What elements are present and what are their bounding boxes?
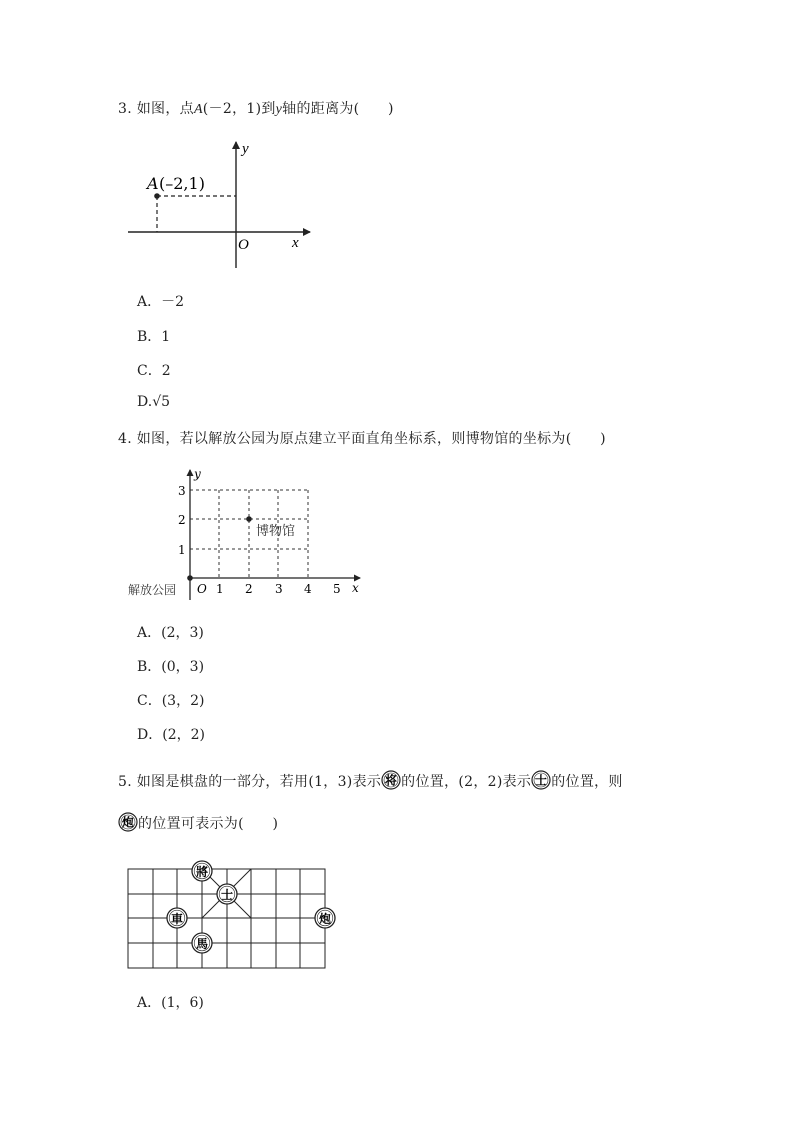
q3-point-a-coords: (–2,1) [159,174,205,193]
q4-option-c-value: (3，2) [161,693,205,709]
q4-x-tick: 1 [216,582,224,596]
q3-option-a-label: A． [137,294,162,310]
ju-board-piece-icon [167,908,187,928]
jiang-board-char: 將 [195,865,209,879]
q3-option-d-value: √5 [152,394,171,410]
q4-y-tick: 2 [178,513,186,527]
q3-option-b-value: 1 [161,329,171,345]
ju-board-char: 車 [170,912,184,926]
q3-option-d-label: D. [137,394,153,410]
pao-piece-char: 炮 [121,815,135,830]
q5-stem-part4: 的位置可表示为( ) [138,816,279,832]
pao-board-piece-icon [315,908,335,928]
q3-origin-label: O [238,237,249,253]
ma-board-piece-icon [192,933,212,953]
q5-number: 5. [118,774,132,790]
q3-coords: (－2，1) [202,101,262,117]
q3-stem-post: 轴的距离为( ) [282,101,394,117]
q3-stem-mid: 到 [261,101,276,117]
q3-y-label: y [242,141,249,157]
q5-stem-part3: 的位置，则 [551,774,623,790]
pao-board-char: 炮 [318,912,332,926]
q5-stem-part1: 如图是棋盘的一部分，若用(1，3)表示 [136,774,382,790]
q4-option-a-label: A． [137,625,162,641]
q4-option-b-value: (0，3) [161,659,205,675]
shi-board-piece-icon [217,884,237,904]
q3-number: 3. [118,101,132,117]
q4-x-tick: 4 [304,582,312,596]
q3-option-c-value: 2 [161,363,171,379]
q5-stem-part2: 的位置，(2，2)表示 [401,774,532,790]
q4-option-c-label: C． [137,693,162,709]
q4-stem-text: 如图，若以解放公园为原点建立平面直角坐标系，则博物馆的坐标为( ) [136,431,606,447]
q4-option-b-label: B． [137,659,162,675]
q4-option-a-value: (2，3) [161,625,204,641]
q3-axis-letter: y [275,102,283,117]
q3-option-b-label: B． [137,329,162,345]
q4-y-tick: 3 [178,484,186,498]
q3-option-a-value: －2 [161,294,185,310]
q5-option-a-label: A． [137,995,162,1011]
q4-x-tick: 5 [333,582,341,596]
q4-origin-label: O [197,582,207,596]
q4-x-tick: 3 [275,582,283,596]
q3-stem-pre: 如图，点 [136,101,194,117]
q4-y-tick: 1 [178,543,186,557]
q4-museum-name: 博物馆 [256,524,296,539]
shi-board-char: 士 [220,888,234,902]
q4-y-label: y [194,467,201,481]
ma-board-char: 馬 [195,937,209,951]
q5-option-a[interactable] [137,992,204,1012]
q3-point-label: A [193,102,203,117]
q4-option-d-value: (2，2) [162,727,205,743]
q5-option-a-value: (1，6) [161,995,204,1011]
q3-x-label: x [292,235,299,251]
shi-piece-char: 士 [535,773,548,788]
jiang-piece-char: 将 [385,773,398,788]
q4-x-tick: 2 [245,582,253,596]
q3-option-c-label: C． [137,363,162,379]
q4-option-d-label: D． [137,727,163,743]
q3-point-a-letter: A [147,174,159,193]
q4-origin-name: 解放公园 [128,583,177,597]
q4-x-label: x [352,581,359,595]
jiang-board-piece-icon [192,861,212,881]
q4-number: 4. [118,431,132,447]
